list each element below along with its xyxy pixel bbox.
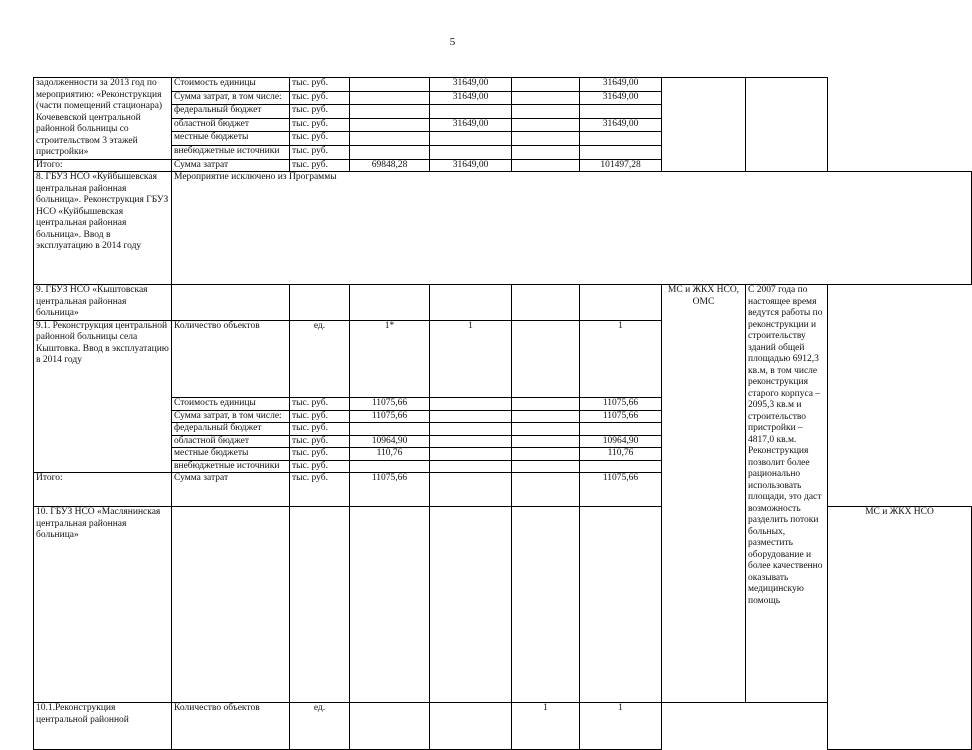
- table-row: Сумма затрат, в том числе: тыс. руб. 11075,66 11075,66: [34, 410, 972, 423]
- table-row: областной бюджет тыс. руб. 31649,00 31649,00: [34, 118, 972, 132]
- table-row: местные бюджеты тыс. руб. 110,76 110,76: [34, 448, 972, 461]
- executor: МС и ЖКХ НСО, ОМС: [662, 285, 746, 703]
- table-row: областной бюджет тыс. руб. 10964,90 10964,90: [34, 435, 972, 448]
- section-title: 9. ГБУЗ НСО «Кыштовская центральная районная больница»: [34, 285, 172, 321]
- table-row: федеральный бюджет тыс. руб.: [34, 423, 972, 436]
- expected-result: С 2007 года по настоящее время ведутся работы по реконструкции и строительству зданий общей площадью 6912,3 кв.м, в том числе реконструкция старого корпуса – 2095,3 кв.м и строительство пристройки – 4817,0 кв.м. Реконструкция позволит более рационально использовать площади, это даст возможность разделить потоки больных, разместить оборудование и более качественно оказывать медицинскую помощь: [746, 285, 828, 703]
- section-note: Мероприятие исключено из Программы: [172, 172, 972, 285]
- measure-name: 10.1.Реконструкция центральной районной: [34, 703, 172, 750]
- section-row: [34, 285, 972, 321]
- section-row: [34, 507, 972, 703]
- measure-name: задолженности за 2013 год по мероприятию: «Реконструкция (части помещений стационара) Кочевевской центральной районной больницы со строительством 3 этажей пристройки»: [34, 78, 172, 160]
- table-row: внебюджетные источники тыс. руб.: [34, 460, 972, 473]
- program-table: [33, 77, 972, 750]
- section-title: 10. ГБУЗ НСО «Маслянинская центральная районная больница»: [34, 507, 172, 703]
- table-row: задолженности за 2013 год по мероприятию: «Реконструкция (части помещений стационара) Кочевевской центральной районной больницы со строительством 3 этажей пристройки» Стоимость единицы тыс. руб. 31649,00 31649,00: [34, 78, 972, 92]
- table-row: Стоимость единицы тыс. руб. 11075,66 11075,66: [34, 398, 972, 411]
- total-row: Итого: Сумма затрат тыс. руб. 11075,66 11075,66: [34, 473, 972, 507]
- measure-name: 9.1. Реконструкция центральной районной больницы села Кыштовка. Ввод в эксплуатацию в 2014 году: [34, 320, 172, 473]
- table-row: внебюджетные источники тыс. руб.: [34, 145, 972, 159]
- table-row: федеральный бюджет тыс. руб.: [34, 105, 972, 119]
- section-title: 8. ГБУЗ НСО «Куйбышевская центральная районная больница». Реконструкция ГБУЗ НСО «Куйбышевская центральная районная больница». Ввод в эксплуатацию в 2014 году: [34, 172, 172, 285]
- table-row: местные бюджеты тыс. руб.: [34, 132, 972, 146]
- total-row: Итого: Сумма затрат тыс. руб. 69848,28 31649,00 101497,28: [34, 159, 972, 172]
- table-row: 9.1. Реконструкция центральной районной больницы села Кыштовка. Ввод в эксплуатацию в 2014 году Количество объектов ед. 1* 1 1: [34, 320, 972, 398]
- table-row: 10.1.Реконструкция центральной районной Количество объектов ед. 1 1: [34, 703, 972, 750]
- section-row: [34, 172, 972, 285]
- executor: МС и ЖКХ НСО: [828, 507, 972, 750]
- table-row: Сумма затрат, в том числе: тыс. руб. 31649,00 31649,00: [34, 91, 972, 105]
- page-number: 5: [449, 36, 456, 48]
